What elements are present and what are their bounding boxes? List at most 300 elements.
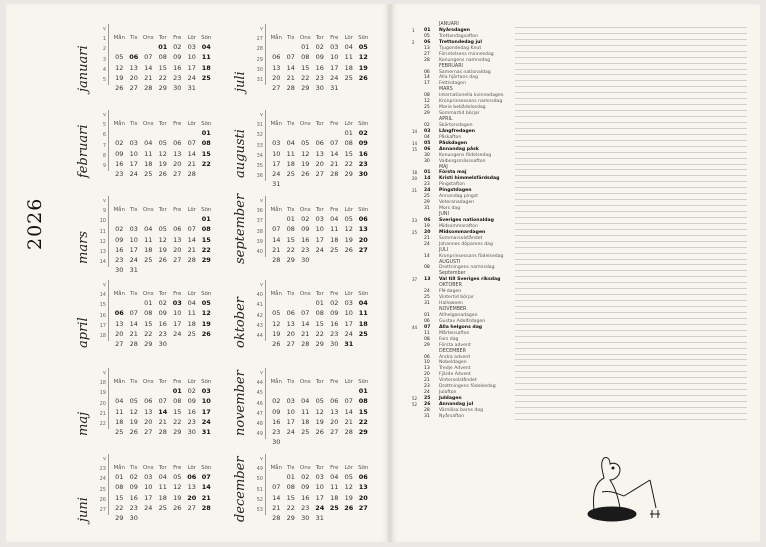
day-cell: 10: [187, 53, 196, 62]
day-cell: 19: [301, 159, 310, 168]
weekday-header: Tis: [286, 207, 295, 213]
day-cell: 23: [187, 417, 196, 426]
day-cell: 25: [330, 245, 339, 254]
holiday-date: 05: [424, 140, 431, 146]
day-cell: 07: [129, 309, 138, 318]
week-row: [112, 505, 214, 522]
day-cell: 07: [286, 53, 295, 62]
day-cell: 03: [330, 43, 339, 52]
weekday-header: Sön: [358, 121, 369, 127]
weekday-header: Sön: [358, 291, 369, 297]
day-cell: 07: [330, 139, 339, 148]
day-cell: 27: [330, 427, 339, 436]
day-cell: 15: [115, 493, 124, 502]
weekday-header: Sön: [358, 465, 369, 471]
day-cell: 04: [158, 473, 167, 482]
day-cell: 18: [187, 319, 196, 328]
day-cell: 18: [158, 493, 167, 502]
day-cell: 31: [187, 83, 196, 92]
day-cell: 24: [344, 329, 353, 338]
month-name-text: maj: [76, 411, 91, 436]
week-row: [112, 409, 214, 426]
day-cell: 29: [144, 339, 153, 348]
holiday-week: 18: [412, 170, 418, 176]
day-cell: 28: [272, 255, 281, 264]
day-cell: 25: [201, 73, 211, 82]
day-cell: 19: [272, 329, 281, 338]
day-cell: 06: [358, 473, 368, 482]
week-numbers: [251, 196, 266, 257]
holiday-name: Gustav Adolfsdagen: [439, 318, 486, 324]
week-number: 53: [256, 506, 263, 513]
weekday-header: Ons: [142, 379, 154, 385]
day-cell: 20: [315, 159, 324, 168]
day-cell: 13: [358, 483, 368, 492]
weekday-header: Tor: [315, 379, 324, 385]
day-cell: 12: [344, 483, 353, 492]
holiday-name: Fettisdagen: [439, 81, 466, 87]
weekday-header: Ons: [142, 465, 154, 471]
week-number: 35: [256, 162, 263, 169]
day-cell: 05: [344, 215, 353, 224]
day-cell: 09: [315, 53, 324, 62]
day-cell: 16: [358, 149, 368, 158]
day-cell: 15: [201, 235, 211, 244]
day-grid: [112, 24, 214, 92]
holiday-name: Alla hjärtans dag: [439, 75, 478, 81]
holiday-name: Påskafton: [439, 134, 462, 140]
week-row: [269, 141, 371, 158]
month-heading-text: APRIL: [439, 117, 453, 122]
holiday-name: Trettondagsafton: [439, 33, 478, 39]
week-row: [269, 171, 371, 189]
day-cell: 08: [144, 309, 153, 318]
day-cell: 10: [144, 483, 153, 492]
day-cell: 25: [358, 329, 368, 338]
day-cell: 31: [201, 427, 211, 436]
holiday-name: Mårtensafton: [439, 330, 470, 336]
week-header: v: [260, 198, 263, 204]
day-cell: 10: [201, 397, 211, 406]
week-number: 29: [256, 56, 263, 63]
holiday-date: 21: [424, 378, 430, 384]
weekday-header: Tis: [129, 465, 138, 471]
holiday-date: 29: [424, 111, 430, 117]
day-cell: 25: [344, 73, 353, 82]
day-cell: 01: [286, 473, 295, 482]
day-cell: 25: [286, 169, 295, 178]
day-cell: 06: [144, 397, 153, 406]
day-cell: 06: [187, 473, 197, 482]
day-cell: 10: [330, 53, 339, 62]
day-cell: 18: [330, 235, 339, 244]
day-cell: 14: [344, 407, 353, 416]
day-cell: 04: [330, 473, 339, 482]
day-cell: 04: [144, 139, 153, 148]
day-cell: 26: [201, 329, 211, 338]
day-cell: 02: [315, 43, 324, 52]
week-header: v: [103, 26, 106, 32]
day-cell: 01: [115, 473, 124, 482]
day-cell: 18: [344, 63, 353, 72]
week-number: 5: [102, 76, 106, 83]
day-cell: 19: [129, 417, 138, 426]
week-number: 33: [256, 142, 263, 149]
week-row: [112, 311, 214, 328]
day-cell: 30: [173, 83, 182, 92]
weekday-header: Mån: [270, 207, 283, 213]
day-cell: 05: [358, 43, 368, 52]
holiday-name: Johannes döparens dag: [439, 241, 493, 247]
holiday-name: Tjugondedag Knut: [439, 45, 482, 51]
month-name: [233, 288, 249, 348]
week-row: [112, 378, 214, 396]
month-heading-text: MARS: [439, 87, 453, 93]
week-number: 25: [99, 486, 106, 493]
day-cell: 15: [344, 149, 353, 158]
day-cell: 18: [144, 159, 153, 168]
weekday-header: Sön: [358, 379, 369, 385]
week-row: [269, 300, 371, 318]
weekday-header: Tor: [315, 35, 324, 41]
day-cell: 26: [129, 427, 138, 436]
day-cell: 10: [129, 149, 138, 158]
holiday-date: 08: [424, 265, 430, 271]
holiday-date: 28: [424, 57, 430, 63]
weekday-header: Tor: [158, 379, 167, 385]
week-number: 36: [256, 208, 263, 215]
holiday-week: 1: [412, 27, 415, 33]
day-cell: 30: [272, 438, 281, 447]
weekday-header: Mån: [270, 291, 283, 297]
week-number: 51: [256, 486, 263, 493]
weekday-header: Ons: [142, 35, 154, 41]
week-number: 7: [102, 142, 106, 149]
day-cell: 14: [201, 483, 211, 492]
day-cell: 30: [301, 255, 310, 264]
day-cell: 04: [286, 139, 295, 148]
week-row: [112, 247, 214, 264]
day-cell: 15: [315, 319, 324, 328]
day-cell: 16: [301, 235, 310, 244]
day-cell: 11: [330, 225, 339, 234]
week-header: v: [103, 282, 106, 288]
day-cell: 17: [272, 159, 281, 168]
day-cell: 28: [129, 339, 138, 348]
weekday-header: Mån: [113, 35, 126, 41]
day-cell: 11: [201, 53, 211, 62]
holiday-date: 10: [424, 360, 430, 366]
month-heading-text: OKTOBER: [439, 283, 462, 289]
weekday-header: Ons: [142, 207, 154, 213]
week-row: [112, 485, 214, 502]
day-cell: 06: [129, 53, 139, 62]
day-cell: 12: [158, 235, 167, 244]
day-cell: 07: [272, 483, 281, 492]
day-cell: 10: [129, 235, 138, 244]
week-numbers: [94, 196, 109, 267]
day-cell: 26: [315, 427, 324, 436]
week-number: 28: [256, 46, 263, 53]
day-grid: [112, 454, 214, 522]
month-name-text: mars: [76, 231, 91, 264]
day-cell: 05: [158, 225, 167, 234]
week-number: 44: [256, 332, 263, 339]
day-cell: 01: [301, 43, 310, 52]
day-cell: 16: [330, 319, 339, 328]
day-cell: 22: [358, 417, 368, 426]
day-cell: 22: [158, 73, 167, 82]
day-cell: 27: [129, 83, 138, 92]
day-cell: 12: [129, 407, 138, 416]
day-cell: 11: [330, 483, 339, 492]
day-cell: 12: [301, 149, 310, 158]
holiday-name: Långfredagen: [439, 128, 476, 134]
weekday-header: Mån: [270, 465, 283, 471]
week-row: [269, 206, 371, 224]
day-cell: 16: [115, 159, 124, 168]
day-cell: 06: [114, 309, 124, 318]
day-cell: 13: [358, 225, 368, 234]
day-cell: 08: [286, 483, 295, 492]
week-numbers: [94, 454, 109, 515]
weekday-header: Tis: [129, 291, 138, 297]
week-number: 49: [256, 431, 263, 438]
day-cell: 08: [115, 483, 124, 492]
week-row: [269, 120, 371, 138]
day-cell: 27: [272, 83, 281, 92]
day-cell: 17: [129, 245, 138, 254]
holiday-date: 14: [424, 176, 431, 182]
day-cell: 28: [272, 513, 281, 522]
day-cell: 17: [344, 319, 353, 328]
day-cell: 09: [330, 309, 339, 318]
month-name: [76, 204, 92, 264]
day-grid: [112, 196, 214, 275]
holiday-date: 30: [424, 158, 430, 164]
day-cell: 27: [286, 339, 295, 348]
day-cell: 17: [129, 159, 138, 168]
day-cell: 30: [301, 513, 310, 522]
day-cell: 20: [286, 329, 295, 338]
day-grid: [112, 110, 214, 178]
holiday-date: 24: [424, 188, 431, 194]
holiday-week: 15: [412, 146, 418, 152]
week-row: [112, 321, 214, 338]
weekday-header: Lör: [187, 291, 197, 297]
week-row: [112, 290, 214, 308]
day-cell: 23: [301, 245, 310, 254]
day-cell: 21: [187, 159, 196, 168]
holiday-date: 24: [424, 289, 430, 295]
weekday-header: Fre: [330, 291, 339, 297]
month-heading-text: JANUARI: [439, 22, 459, 27]
holiday-name: Midsommarafton: [439, 223, 478, 229]
weekday-header: Tis: [286, 291, 295, 297]
day-cell: 26: [158, 255, 167, 264]
day-cell: 13: [272, 63, 281, 72]
week-number: 11: [99, 228, 106, 235]
holiday-date: 20: [424, 229, 431, 235]
day-cell: 09: [115, 149, 124, 158]
week-number: 40: [256, 292, 263, 299]
ruled-line: [515, 414, 747, 420]
day-cell: 23: [358, 159, 368, 168]
day-cell: 15: [173, 407, 182, 416]
month-heading-text: NOVEMBER: [439, 307, 467, 312]
week-number: 8: [102, 152, 106, 159]
day-cell: 11: [286, 149, 295, 158]
holiday-date: 13: [424, 277, 431, 283]
month-name: [233, 370, 249, 436]
holiday-date: 24: [424, 390, 430, 396]
week-row: [269, 409, 371, 426]
month-name: [233, 32, 249, 92]
holiday-date: 05: [424, 33, 430, 39]
week-number: 9: [102, 208, 106, 215]
week-row: [269, 388, 371, 406]
day-cell: 06: [315, 139, 324, 148]
holiday-name: Valborgsmässoafton: [439, 158, 486, 164]
day-cell: 30: [115, 266, 124, 275]
holiday-name: Halloween: [439, 301, 463, 307]
day-cell: 17: [330, 63, 339, 72]
day-cell: 31: [330, 83, 339, 92]
day-cell: 31: [272, 180, 281, 189]
week-number: 39: [256, 238, 263, 245]
holiday-name: Midsommardagen: [439, 229, 486, 235]
week-number: 50: [256, 476, 263, 483]
holiday-name: Konungens födelsedag: [439, 152, 492, 158]
day-cell: 21: [129, 329, 138, 338]
day-cell: 02: [115, 139, 124, 148]
holiday-date: 03: [424, 128, 431, 134]
weekday-header: Sön: [201, 291, 212, 297]
week-row: [112, 419, 214, 436]
weekday-header: Tis: [129, 121, 138, 127]
weekday-header: Tis: [129, 35, 138, 41]
week-number: 48: [256, 420, 263, 427]
day-cell: 15: [301, 63, 310, 72]
holiday-week: 37: [412, 277, 418, 283]
week-row: [269, 216, 371, 234]
weekday-header: Tor: [315, 121, 324, 127]
day-cell: 04: [201, 43, 211, 52]
left-page: [6, 4, 390, 542]
day-cell: 25: [144, 169, 153, 178]
holiday-date: 07: [424, 324, 431, 330]
weekday-header: Mån: [270, 121, 283, 127]
holiday-name: Första maj: [439, 170, 467, 176]
day-cell: 13: [144, 407, 153, 416]
holiday-name: Annandag pingst: [439, 194, 479, 200]
holiday-date: 31: [424, 206, 430, 212]
month-name: [76, 462, 92, 522]
month-name: [233, 456, 249, 522]
day-cell: 13: [286, 319, 295, 328]
day-cell: 13: [115, 319, 124, 328]
holiday-name: Drottningens namnsdag: [439, 265, 495, 271]
day-cell: 26: [272, 339, 281, 348]
holiday-date: 01: [424, 27, 431, 33]
day-cell: 12: [315, 407, 324, 416]
holiday-date: 26: [424, 402, 431, 407]
day-cell: 29: [201, 255, 211, 264]
day-cell: 29: [158, 83, 167, 92]
day-cell: 18: [286, 159, 295, 168]
day-grid: [269, 110, 371, 189]
week-number: 34: [256, 152, 263, 159]
week-header: v: [260, 370, 263, 376]
weekday-header: Fre: [330, 379, 339, 385]
day-cell: 25: [144, 255, 153, 264]
day-cell: 06: [358, 215, 368, 224]
day-cell: 05: [173, 473, 182, 482]
week-number: 47: [256, 410, 263, 417]
week-number: 52: [256, 496, 263, 503]
day-cell: 30: [315, 83, 324, 92]
weekday-header: Tor: [158, 465, 167, 471]
weekday-header: Fre: [330, 35, 339, 41]
day-cell: 16: [129, 493, 138, 502]
day-cell: 11: [115, 407, 124, 416]
day-cell: 01: [344, 129, 353, 138]
day-cell: 24: [173, 329, 182, 338]
week-row: [269, 378, 371, 396]
day-cell: 11: [187, 309, 196, 318]
holiday-date: 25: [424, 105, 430, 111]
day-cell: 16: [173, 63, 182, 72]
day-cell: 31: [344, 339, 354, 348]
weekday-header: Fre: [330, 465, 339, 471]
week-row: [269, 227, 371, 244]
day-cell: 22: [286, 503, 295, 512]
weekday-header: Fre: [173, 35, 182, 41]
day-cell: 28: [201, 503, 211, 512]
day-cell: 04: [115, 397, 124, 406]
day-cell: 03: [286, 397, 295, 406]
weekday-header: Tis: [129, 207, 138, 213]
day-cell: 27: [144, 427, 153, 436]
day-cell: 20: [129, 73, 138, 82]
holiday-list: [412, 22, 512, 420]
day-cell: 20: [272, 73, 281, 82]
day-cell: 21: [330, 159, 339, 168]
day-cell: 29: [358, 427, 368, 436]
day-cell: 15: [286, 235, 295, 244]
day-cell: 05: [344, 473, 353, 482]
week-row: [112, 75, 214, 92]
day-grid: [269, 280, 371, 348]
weekday-header: Fre: [173, 291, 182, 297]
day-cell: 19: [315, 417, 324, 426]
day-cell: 07: [201, 473, 211, 482]
week-number: 46: [256, 400, 263, 407]
week-number: 10: [99, 218, 106, 225]
weekday-header: Lör: [187, 465, 197, 471]
week-number: 20: [99, 400, 106, 407]
day-cell: 02: [358, 129, 368, 138]
week-row: [269, 399, 371, 416]
weekday-header: Fre: [173, 465, 182, 471]
day-cell: 30: [129, 513, 138, 522]
weekday-header: Tor: [158, 121, 167, 127]
day-cell: 15: [158, 63, 167, 72]
week-row: [112, 331, 214, 348]
day-cell: 09: [358, 139, 368, 148]
day-cell: 15: [144, 319, 153, 328]
month-heading-text: AUGUSTI: [439, 259, 461, 265]
